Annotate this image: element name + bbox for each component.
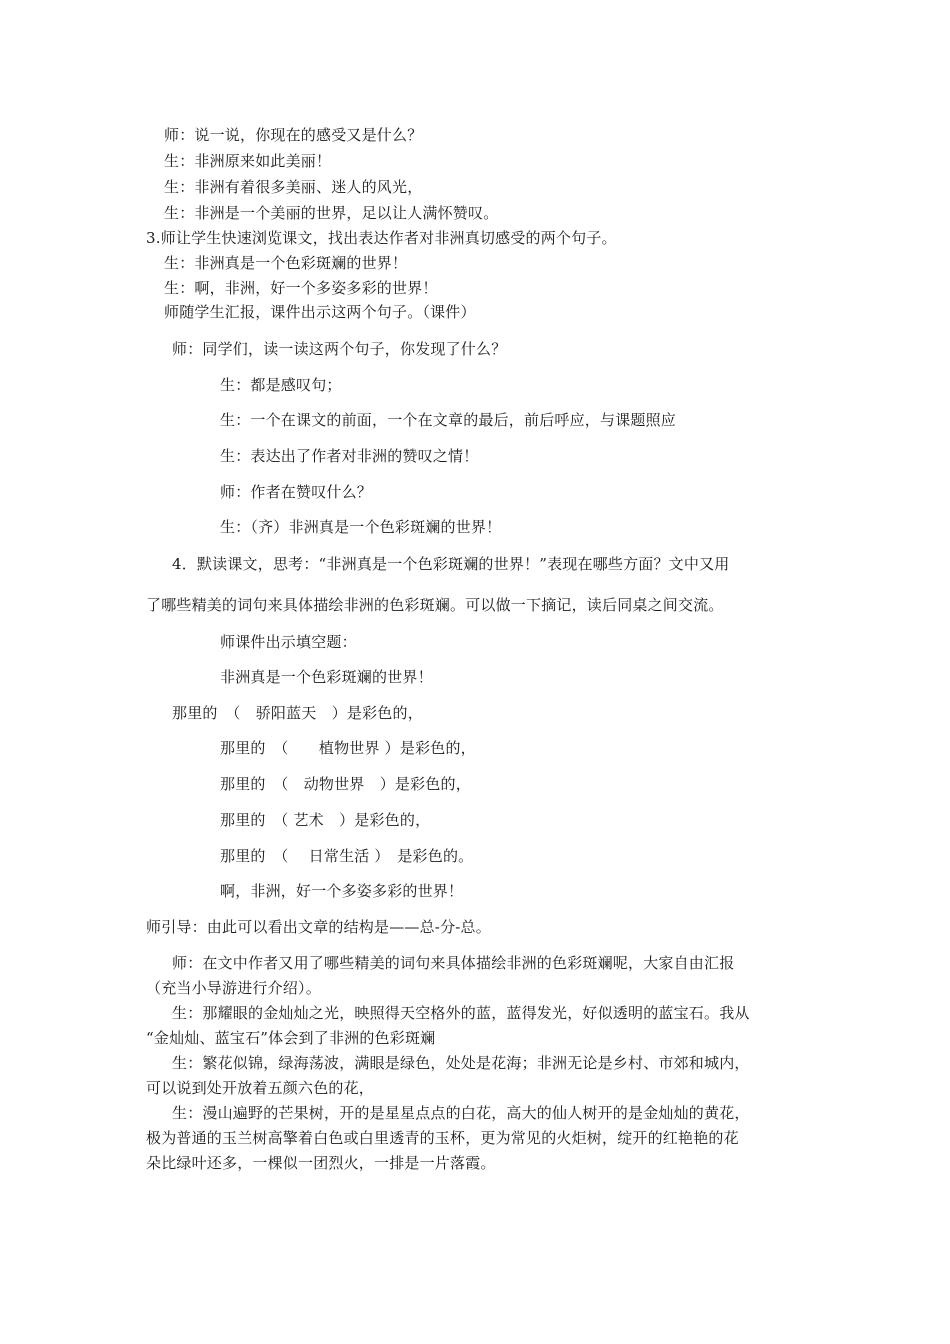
text-line: 生：非洲原来如此美丽！ (164, 152, 332, 170)
text-line: 那里的 （ 植物世界 ）是彩色的， (220, 739, 476, 757)
text-line: 那里的 （ 动物世界 ）是彩色的， (220, 775, 471, 793)
text-line: 师课件出示填空题： (220, 633, 357, 651)
text-line: “金灿灿、蓝宝石”体会到了非洲的色彩斑斓 (146, 1029, 436, 1047)
text-line: 师：在文中作者又用了哪些精美的词句来具体描绘非洲的色彩斑斓呢，大家自由汇报 (172, 954, 735, 972)
text-line: 生：那耀眼的金灿灿之光，映照得天空格外的蓝，蓝得发光，好似透明的蓝宝石。我从 (172, 1004, 750, 1022)
text-line: 生：漫山遍野的芒果树，开的是星星点点的白花，高大的仙人树开的是金灿灿的黄花， (172, 1104, 750, 1122)
text-line: 师：同学们，读一读这两个句子，你发现了什么？ (172, 340, 507, 358)
text-line: 了哪些精美的词句来具体描绘非洲的色彩斑斓。可以做一下摘记，读后同桌之间交流。 (146, 596, 724, 614)
text-line: 4．默读课文，思考：“非洲真是一个色彩斑斓的世界！”表现在哪些方面？文中又用 (172, 555, 730, 573)
text-line: 师：说一说，你现在的感受又是什么？ (164, 126, 423, 144)
text-line: 那里的 （ 艺术 ）是彩色的， (220, 811, 431, 829)
text-line: 非洲真是一个色彩斑斓的世界！ (220, 668, 433, 686)
text-line: 师引导：由此可以看出文章的结构是——总-分-总。 (146, 918, 491, 936)
text-line: 生：非洲是一个美丽的世界，足以让人满怀赞叹。 (164, 204, 499, 222)
text-line: 生：非洲真是一个色彩斑斓的世界！ (164, 254, 408, 272)
text-line: 生：一个在课文的前面，一个在文章的最后，前后呼应，与课题照应 (220, 411, 677, 429)
text-line: 生：都是感叹句； (220, 376, 342, 394)
text-line: 那里的 （ 日常生活 ） 是彩色的。 (220, 847, 474, 865)
text-line: 啊，非洲，好一个多姿多彩的世界！ (220, 882, 464, 900)
text-line: 朵比绿叶还多，一棵似一团烈火，一排是一片落霞。 (146, 1154, 496, 1172)
text-line: 师：作者在赞叹什么？ (220, 483, 373, 501)
text-line: 生：非洲有着很多美丽、迷人的风光， (164, 178, 423, 196)
text-line: 那里的 （ 骄阳蓝天 ）是彩色的， (172, 704, 423, 722)
text-line: 3.师让学生快速浏览课文，找出表达作者对非洲真切感受的两个句子。 (146, 229, 617, 247)
text-line: 生：繁花似锦，绿海荡波，满眼是绿色，处处是花海；非洲无论是乡村、市郊和城内， (172, 1054, 750, 1072)
text-line: 极为普通的玉兰树高擎着白色或白里透青的玉杯，更为常见的火炬树，绽开的红艳艳的花 (146, 1129, 739, 1147)
text-line: 生：啊，非洲，好一个多姿多彩的世界！ (164, 279, 438, 297)
text-line: 师随学生汇报，课件出示这两个句子。（课件） (164, 303, 476, 321)
text-line: 生：表达出了作者对非洲的赞叹之情！ (220, 447, 479, 465)
text-line: 生：（齐）非洲真是一个色彩斑斓的世界！ (220, 518, 502, 536)
text-line: （充当小导游进行介绍）。 (146, 979, 321, 997)
text-line: 可以说到处开放着五颜六色的花， (146, 1079, 375, 1097)
